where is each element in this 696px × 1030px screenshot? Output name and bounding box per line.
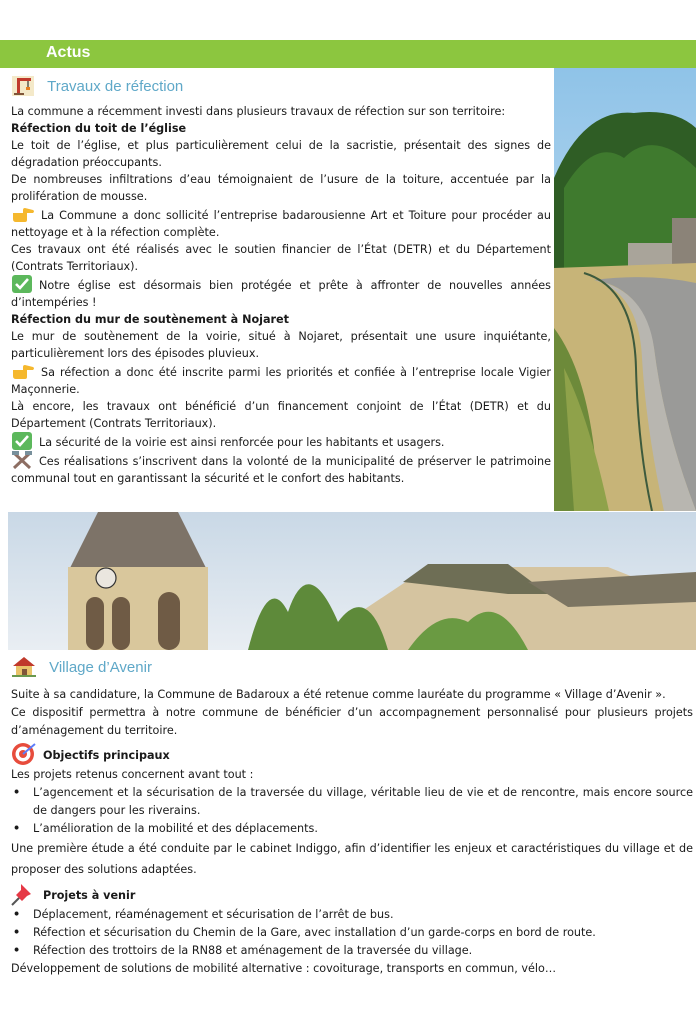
church-p3: La Commune a donc sollicité l’entreprise badarousienne Art et Toiture pour procéder au nettoyage et à la réfection complète. xyxy=(11,209,551,239)
objectives-heading-row xyxy=(11,742,693,766)
village-title: Village d’Avenir xyxy=(49,659,152,676)
list-item: • L’agencement et la sécurisation de la traversée du village, véritable lieu de vie et de rencontre, mais encore source de dangers pour les riverains. xyxy=(11,784,693,820)
objectives-intro: Les projets retenus concernent avant tout : xyxy=(11,768,254,781)
crane-icon xyxy=(12,74,34,96)
header-title: Actus xyxy=(46,44,91,61)
church-p2: De nombreuses infiltrations d’eau témoignaient de l’usure de la toiture, accentuée par la prolifération de mousse. xyxy=(11,173,551,203)
church-photo xyxy=(8,512,696,650)
works-title: Travaux de réfection xyxy=(47,78,184,95)
list-item: • Réfection des trottoirs de la RN88 et aménagement de la traversée du village. xyxy=(11,942,693,960)
church-p4: Ces travaux ont été réalisés avec le soutien financier de l’État (DETR) et du Département (Contrats Territoriaux). xyxy=(11,243,551,273)
projects-heading: Projets à venir xyxy=(43,889,136,902)
church-p1: Le toit de l’église, et plus particulièrement celui de la sacristie, présentait des signes de dégradation préoccupants. xyxy=(11,139,551,169)
wall-p2-row xyxy=(11,362,551,398)
pointing-hand-icon xyxy=(11,205,35,223)
wall-p3: Là encore, les travaux ont bénéficié d’un financement conjoint de l’État (DETR) et du Département (Contrats Territoriaux). xyxy=(11,400,551,430)
works-intro: La commune a récemment investi dans plusieurs travaux de réfection sur son territoire: xyxy=(11,105,506,118)
check-icon xyxy=(11,275,33,293)
church-p5-row xyxy=(11,275,551,311)
section-header-bar xyxy=(0,40,696,68)
village-study: Une première étude a été conduite par le cabinet Indiggo, afin d’identifier les enjeux et caractéristiques du village et de proposer des solutions adaptées. xyxy=(11,842,693,876)
road-photo xyxy=(554,68,696,511)
village-p2: Ce dispositif permettra à notre commune de bénéficier d’un accompagnement personnalisé pour plusieurs projets d’aménagement du territoire. xyxy=(11,706,693,737)
church-heading: Réfection du toit de l’église xyxy=(11,122,187,135)
list-item: • Déplacement, réaménagement et sécurisation de l’arrêt de bus. xyxy=(11,906,693,924)
list-item: • L’amélioration de la mobilité et des déplacements. xyxy=(11,820,693,838)
target-icon xyxy=(11,742,37,766)
projects-heading-row xyxy=(11,882,693,906)
pin-icon xyxy=(11,882,37,906)
wall-p5-row xyxy=(11,451,551,487)
church-p5: Notre église est désormais bien protégée et prête à affronter de nouvelles années d’intempéries ! xyxy=(11,279,551,309)
objectives-heading: Objectifs principaux xyxy=(43,749,170,762)
check-icon xyxy=(11,432,33,450)
works-text xyxy=(11,103,551,487)
wall-p2: Sa réfection a donc été inscrite parmi les priorités et confiée à l’entreprise locale Vigier Maçonnerie. xyxy=(11,366,551,396)
village-text xyxy=(11,686,693,978)
objectives-list xyxy=(11,784,693,838)
wall-p4-row xyxy=(11,432,551,451)
house-icon xyxy=(12,655,36,677)
pointing-hand-icon xyxy=(11,362,35,380)
wall-p1: Le mur de soutènement de la voirie, situé à Nojaret, présentait une usure inquiétante, particulièrement lors des épisodes pluvieux. xyxy=(11,330,551,360)
wall-heading: Réfection du mur de soutènement à Nojaret xyxy=(11,313,289,326)
list-item: • Réfection et sécurisation du Chemin de la Gare, avec installation d’un garde-corps en bord de route. xyxy=(11,924,693,942)
works-title-row xyxy=(12,74,183,96)
village-closing: Développement de solutions de mobilité alternative : covoiturage, transports en commun, vélo… xyxy=(11,962,557,975)
village-p1: Suite à sa candidature, la Commune de Badaroux a été retenue comme lauréate du programme « Village d’Avenir ». xyxy=(11,688,666,701)
wall-p5: Ces réalisations s’inscrivent dans la volonté de la municipalité de préserver le patrimoine communal tout en garantissant la sécurité et le confort des habitants. xyxy=(11,455,551,485)
tools-icon xyxy=(11,451,33,469)
projects-list xyxy=(11,906,693,960)
village-title-row xyxy=(12,655,152,677)
wall-p4: La sécurité de la voirie est ainsi renforcée pour les habitants et usagers. xyxy=(39,436,445,449)
church-p3-row xyxy=(11,205,551,241)
